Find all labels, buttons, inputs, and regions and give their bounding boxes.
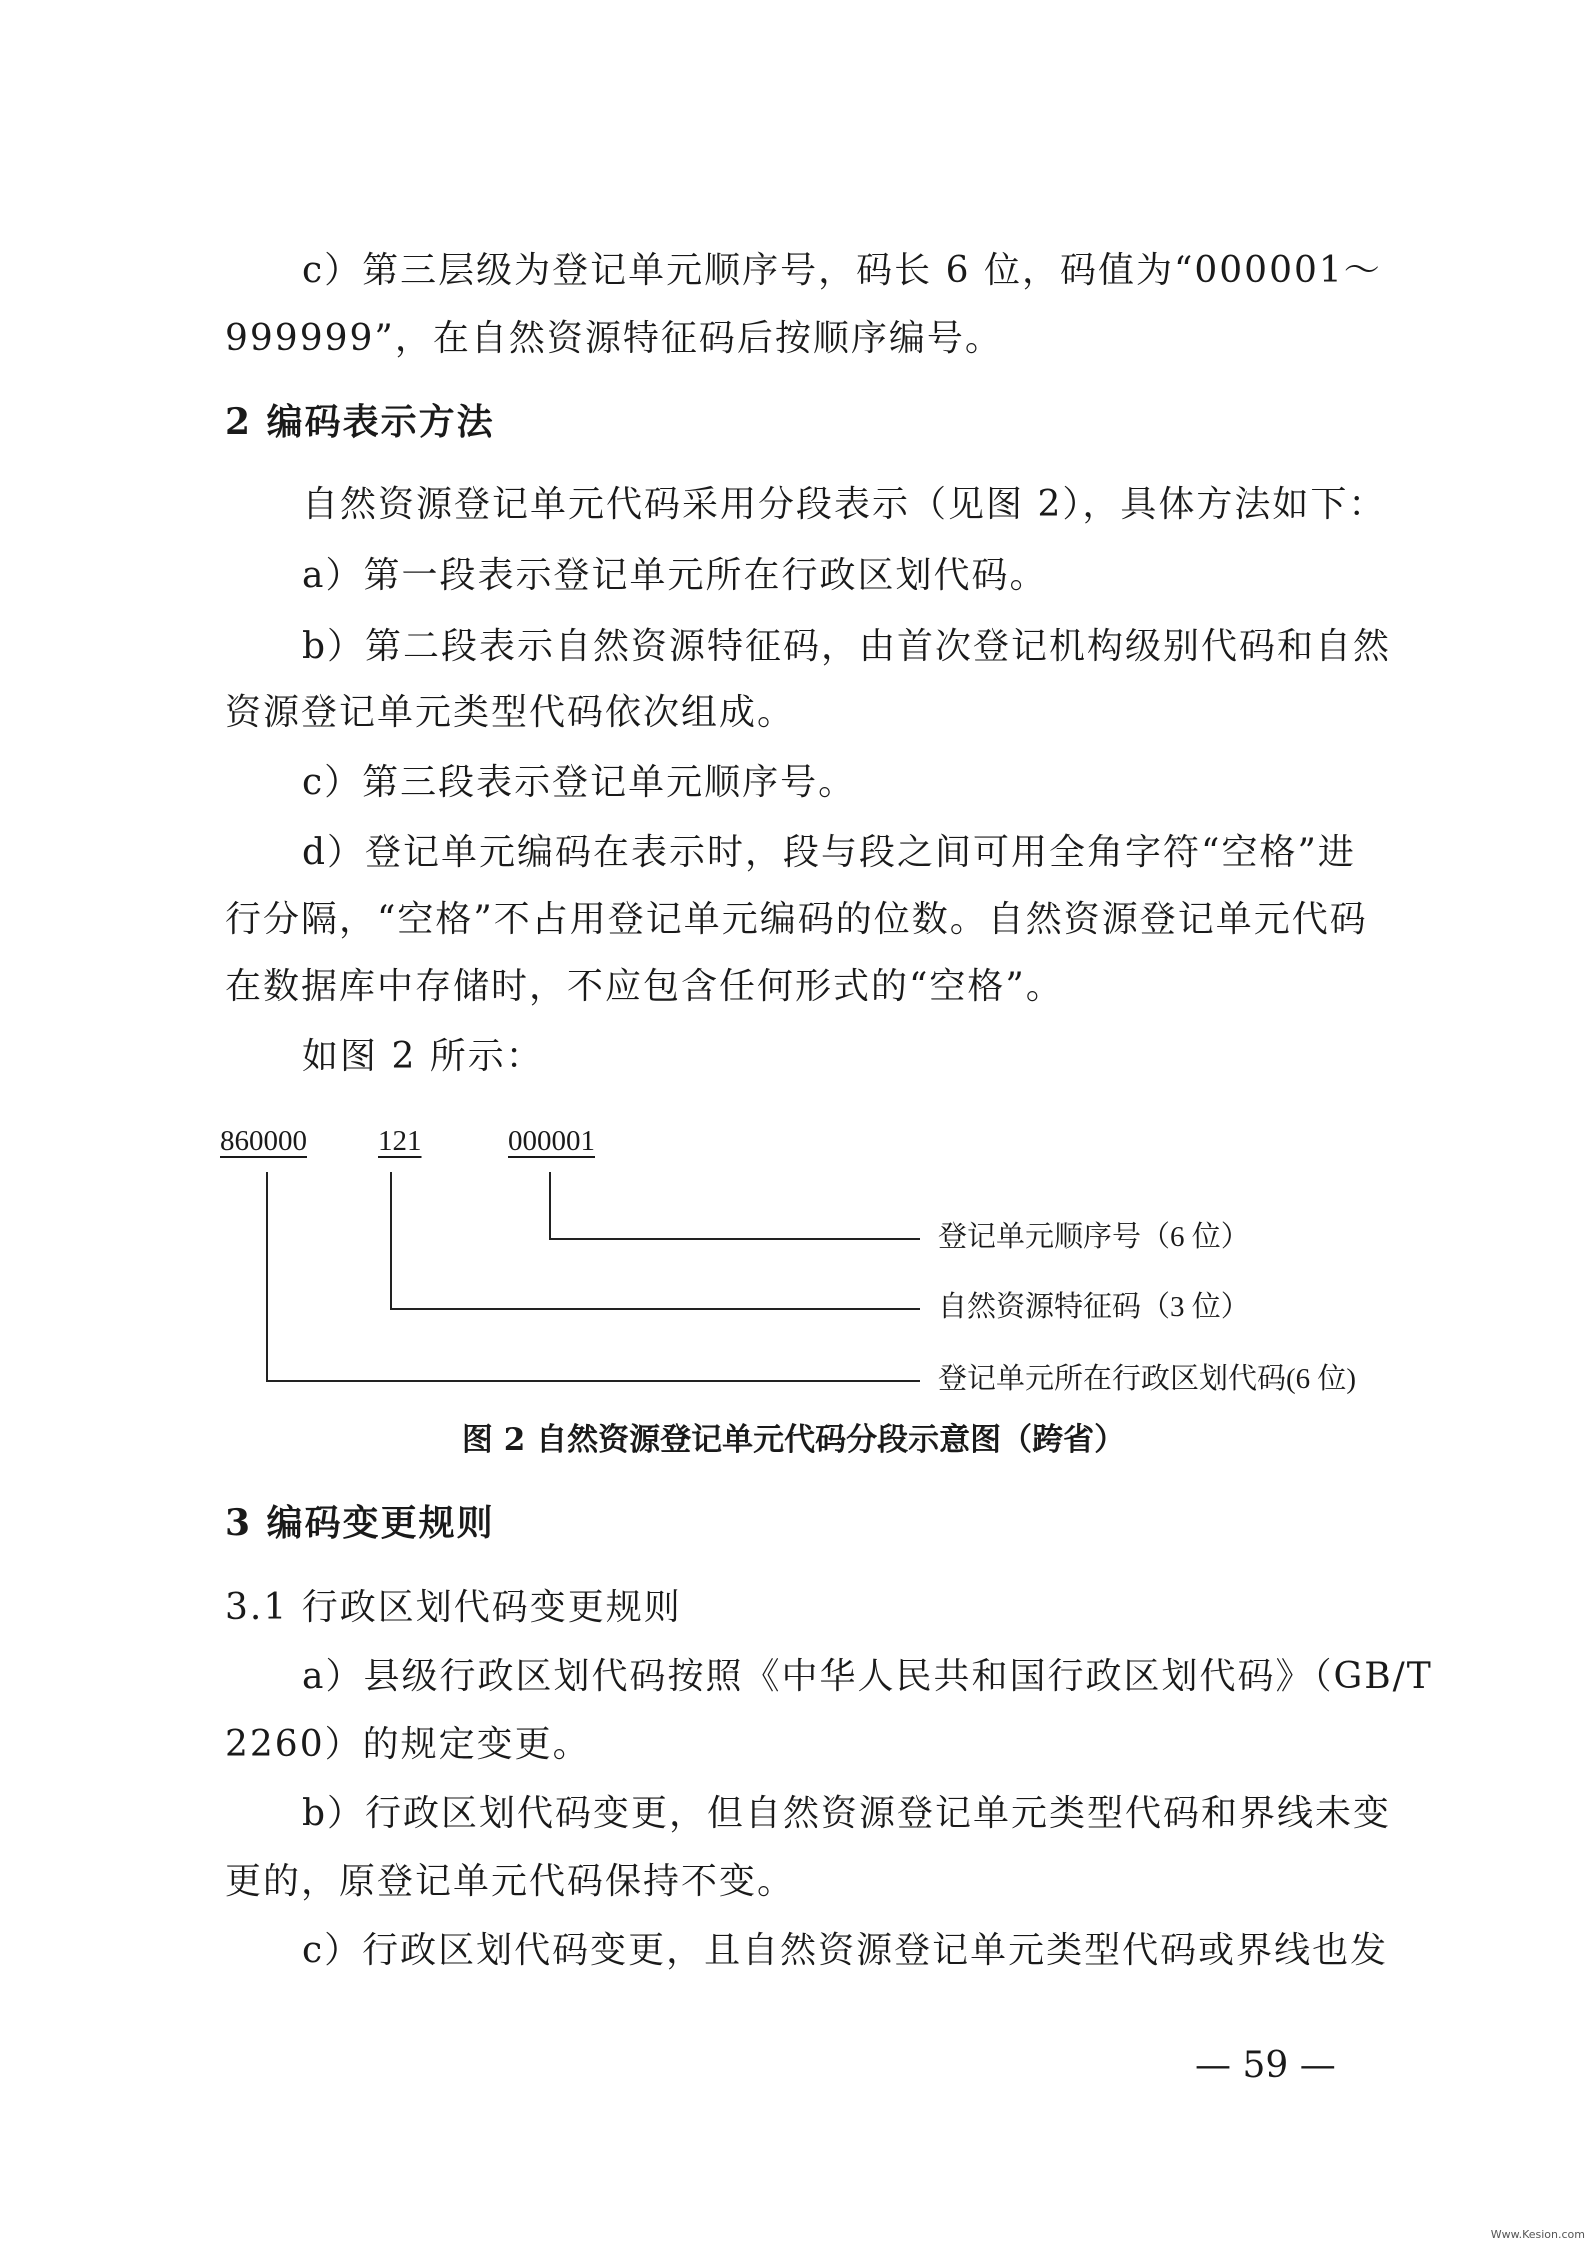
figure-label-sequence: 登记单元顺序号（6 位）	[938, 1221, 1250, 1253]
paragraph-line: b）行政区划代码变更，但自然资源登记单元类型代码和界线未变	[302, 1793, 1392, 1834]
section-heading-2: 2 编码表示方法	[225, 401, 495, 443]
figure-label-feature: 自然资源特征码（3 位）	[938, 1291, 1250, 1323]
paragraph-line: 自然资源登记单元代码采用分段表示（见图 2），具体方法如下：	[302, 484, 1387, 525]
paragraph-line: 如图 2 所示：	[302, 1036, 544, 1077]
page-number: — 59 —	[1195, 2045, 1336, 2086]
subsection-heading-3-1: 3.1 行政区划代码变更规则	[225, 1587, 682, 1628]
code-segment-feature: 121	[378, 1125, 422, 1157]
code-segment-region: 860000	[220, 1125, 307, 1157]
paragraph-line: a）第一段表示登记单元所在行政区划代码。	[302, 555, 1048, 596]
paragraph-line: b）第二段表示自然资源特征码，由首次登记机构级别代码和自然	[302, 626, 1392, 667]
figure-label-region: 登记单元所在行政区划代码(6 位)	[938, 1363, 1357, 1395]
paragraph-line: 更的，原登记单元代码保持不变。	[225, 1861, 796, 1902]
paragraph-line: 行分隔，“空格”不占用登记单元编码的位数。自然资源登记单元代码	[225, 899, 1368, 940]
paragraph-line: 2260）的规定变更。	[225, 1724, 591, 1765]
watermark: Www.Kesion.com	[1490, 2228, 1585, 2241]
paragraph-line: c）第三段表示登记单元顺序号。	[302, 762, 857, 803]
paragraph-line: c）行政区划代码变更，且自然资源登记单元类型代码或界线也发	[302, 1930, 1389, 1971]
paragraph-line: d）登记单元编码在表示时，段与段之间可用全角字符“空格”进	[302, 832, 1356, 873]
paragraph-line: 资源登记单元类型代码依次组成。	[225, 692, 796, 733]
figure-caption: 图 2 自然资源登记单元代码分段示意图（跨省）	[461, 1422, 1126, 1458]
paragraph-line: 999999”，在自然资源特征码后按顺序编号。	[225, 318, 1003, 359]
code-segment-sequence: 000001	[508, 1125, 595, 1157]
paragraph-line: a）县级行政区划代码按照《中华人民共和国行政区划代码》（GB/T	[302, 1656, 1433, 1697]
paragraph-line: 在数据库中存储时，不应包含任何形式的“空格”。	[225, 966, 1064, 1007]
paragraph-line: c）第三层级为登记单元顺序号，码长 6 位，码值为“000001～	[302, 250, 1382, 291]
section-heading-3: 3 编码变更规则	[225, 1502, 495, 1544]
